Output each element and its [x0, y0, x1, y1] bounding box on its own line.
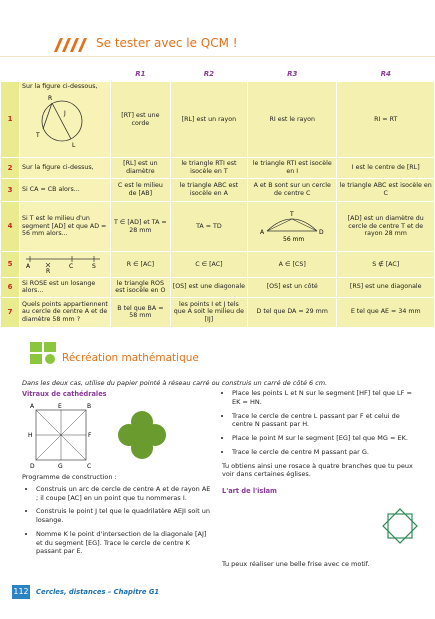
table-row — [1, 158, 435, 179]
answer-cell[interactable]: A et B sont sur un cercle de centre C — [248, 179, 337, 202]
step-item: • Place les points L et N sur le segment [HF] tel que LF = EK = HN. — [232, 389, 422, 407]
step-item: • Place le point M sur le segment [EG] tel que MG = EK. — [232, 434, 422, 443]
fig-label: A — [260, 229, 265, 237]
table-row — [1, 82, 435, 158]
question-text: Sur la figure ci-dessous, — [22, 83, 98, 90]
fig-label: C — [87, 463, 92, 470]
col-header: R1 — [111, 67, 171, 82]
vitraux-title: Vitraux de cathédrales — [22, 390, 107, 398]
fig-label: S — [92, 263, 96, 270]
answer-cell[interactable]: B tel que BA = 58 mm — [111, 297, 171, 327]
step-item: • Construis le point J tel que le quadrilatère AEJI soit un losange. — [36, 507, 212, 525]
row-number: 1 — [1, 82, 20, 158]
rosace-text: Tu obtiens ainsi une rosace à quatre branches que tu peux voir dans certaines églises. — [222, 461, 413, 479]
fig-label: B — [87, 403, 92, 410]
title-underline — [0, 56, 435, 57]
fig-label: R — [48, 94, 53, 102]
fig-label: L — [72, 141, 76, 149]
fig-label: A — [30, 403, 35, 410]
star-figure — [380, 506, 420, 546]
table-row — [1, 277, 435, 297]
page-title: Se tester avec le QCM ! — [96, 36, 238, 50]
answer-cell[interactable]: RI est le rayon — [248, 82, 337, 158]
fig-label: J — [64, 109, 66, 117]
fig-label: F — [88, 432, 92, 439]
fig-label: C — [69, 263, 74, 270]
table-header-row — [1, 67, 435, 82]
answer-cell[interactable]: R ∈ [AC] — [111, 252, 171, 278]
frise-text: Tu peux réaliser une belle frise avec ce motif. — [222, 560, 370, 568]
answer-cell[interactable]: le triangle ABC est isocèle en A — [170, 179, 247, 202]
question-cell: Si CA = CB alors... — [20, 179, 111, 202]
answer-cell[interactable]: D tel que DA = 29 mm — [248, 297, 337, 327]
question-cell — [20, 252, 111, 278]
answer-cell[interactable]: RI = RT — [337, 82, 435, 158]
puzzle-icon — [28, 340, 60, 366]
col-header: R4 — [337, 67, 435, 82]
fig-label: H — [28, 432, 33, 439]
question-cell: Si ROSE est un losange alors... — [20, 277, 111, 297]
answer-cell[interactable]: C ∈ [AC] — [170, 252, 247, 278]
fig-label: T — [290, 211, 294, 219]
qcm-table — [0, 66, 435, 328]
table-row — [1, 179, 435, 202]
fig-label: G — [58, 463, 63, 470]
row-number: 7 — [1, 297, 20, 327]
answer-cell[interactable]: C est le milieu de [AB] — [111, 179, 171, 202]
answer-cell[interactable]: le triangle RTI est isocèle en I — [248, 158, 337, 179]
step-item: • Nomme K le point d'intersection de la diagonale [AJ] et du segment [EG]. Trace le cercle de centre K passant par E. — [36, 530, 212, 556]
left-steps — [22, 473, 212, 561]
intro-text: Dans les deux cas, utilise du papier pointé à réseau carré ou construis un carré de côté 6 cm. — [22, 379, 328, 387]
question-cell: Si T est le milieu d'un segment [AD] et que AD = 56 mm alors... — [20, 202, 111, 252]
question-cell: Sur la figure ci-dessus, — [20, 158, 111, 179]
answer-cell[interactable]: TA = TD — [170, 202, 247, 252]
answer-cell[interactable]: E tel que AE = 34 mm — [337, 297, 435, 327]
fig-label: 56 mm — [283, 236, 305, 244]
answer-cell[interactable]: le triangle RTI est isocèle en T — [170, 158, 247, 179]
col-header: R3 — [248, 67, 337, 82]
answer-cell[interactable]: [RS] est une diagonale — [337, 277, 435, 297]
answer-cell[interactable]: T ∈ [AD] et TA = 28 mm — [111, 202, 171, 252]
row-number: 6 — [1, 277, 20, 297]
answer-cell[interactable]: [OS] est un côté — [248, 277, 337, 297]
rosace-shape — [118, 411, 166, 459]
answer-cell[interactable]: S ∉ [AC] — [337, 252, 435, 278]
left-column — [22, 390, 212, 399]
header-stripes — [50, 38, 92, 52]
answer-cell[interactable]: A ∈ [CS] — [248, 252, 337, 278]
step-item: • Construis un arc de cercle de centre A et de rayon AE ; il coupe [AC] en un point que tu nommeras I. — [36, 485, 212, 503]
question-cell — [20, 82, 111, 158]
col-header: R2 — [170, 67, 247, 82]
answer-cell[interactable] — [248, 202, 337, 252]
vitraux-figure — [22, 400, 192, 470]
row-number: 4 — [1, 202, 20, 252]
islam-title: L'art de l'islam — [222, 487, 277, 496]
answer-cell[interactable]: I est le centre de [RL] — [337, 158, 435, 179]
answer-cell[interactable]: [RL] est un rayon — [170, 82, 247, 158]
chapter-label: Cercles, distances – Chapitre G1 — [36, 588, 160, 596]
right-column — [222, 389, 422, 496]
answer-cell[interactable]: [RL] est un diamètre — [111, 158, 171, 179]
points-line-figure — [22, 253, 104, 273]
table-row — [1, 252, 435, 278]
fig-label: T — [36, 131, 40, 139]
segment-figure — [259, 207, 325, 243]
page-number: 112 — [12, 585, 30, 599]
row-number: 3 — [1, 179, 20, 202]
question-cell: Quels points appartiennent au cercle de centre A et de diamètre 58 mm ? — [20, 297, 111, 327]
step-item: • Trace le cercle de centre M passant par G. — [232, 448, 422, 457]
answer-cell[interactable]: le triangle ABC est isocèle en C — [337, 179, 435, 202]
section-title: Récréation mathématique — [62, 352, 199, 364]
fig-label: A — [26, 263, 31, 270]
programme-title: Programme de construction : — [22, 473, 117, 481]
fig-label: D — [30, 463, 35, 470]
table-row — [1, 297, 435, 327]
row-number: 5 — [1, 252, 20, 278]
circle-figure — [22, 91, 102, 149]
answer-cell[interactable]: le triangle ROS est isocèle en O — [111, 277, 171, 297]
fig-label: E — [58, 403, 62, 410]
answer-cell[interactable]: [RT] est une corde — [111, 82, 171, 158]
answer-cell[interactable]: les points I et J tels que A soit le milieu de [IJ] — [170, 297, 247, 327]
answer-cell[interactable]: [AD] est un diamètre du cercle de centre T et de rayon 28 mm — [337, 202, 435, 252]
step-item: • Trace le cercle de centre L passant par F et celui de centre N passant par H. — [232, 412, 422, 430]
fig-label: D — [319, 229, 324, 237]
table-row — [1, 202, 435, 252]
fig-label: R — [46, 268, 51, 273]
row-number: 2 — [1, 158, 20, 179]
answer-cell[interactable]: [OS] est une diagonale — [170, 277, 247, 297]
